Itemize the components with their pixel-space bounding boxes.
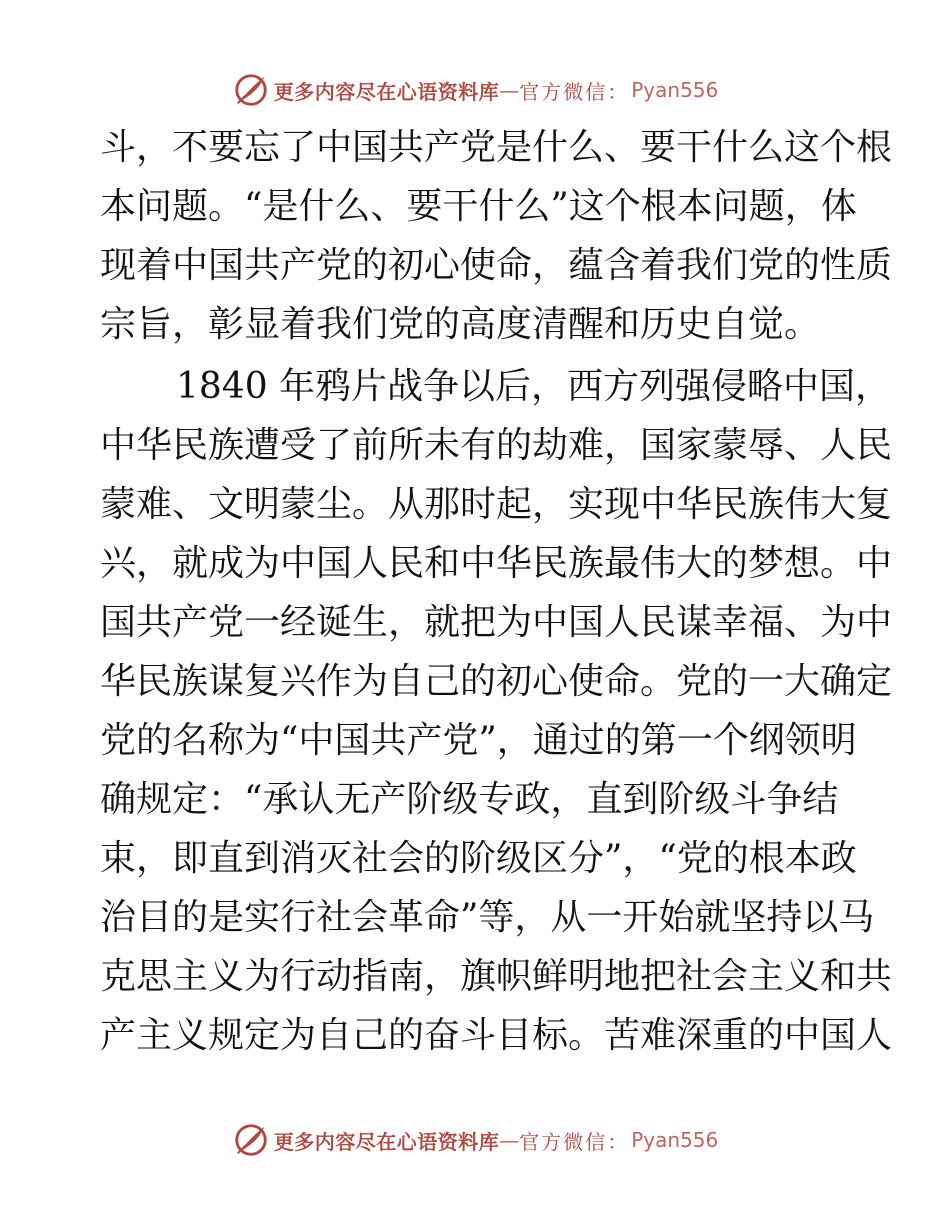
header-wechat-id: Pyan556 xyxy=(631,78,719,102)
footer-watermark xyxy=(0,1120,950,1160)
header-brand-text: 更多内容尽在心语资料库 xyxy=(273,79,500,104)
text-line: 国共产党一经诞生，就把为中国人民谋幸福、为中 xyxy=(100,602,893,643)
paragraph-1 xyxy=(100,118,893,354)
text-line: 宗旨，彰显着我们党的高度清醒和历史自觉。 xyxy=(100,304,821,345)
text-line: 治目的是实行社会革命”等，从一开始就坚持以马 xyxy=(100,897,875,938)
text-line: 党的名称为“中国共产党”，通过的第一个纲领明 xyxy=(100,720,857,761)
header-separator: — xyxy=(499,78,520,102)
text-line: 现着中国共产党的初心使命，蕴含着我们党的性质 xyxy=(100,245,893,286)
header-watermark xyxy=(0,70,950,110)
paragraph-2 xyxy=(100,357,893,1065)
footer-brand-text: 更多内容尽在心语资料库 xyxy=(273,1129,500,1154)
text-line: 华民族谋复兴作为自己的初心使命。党的一大确定 xyxy=(100,661,893,702)
footer-wechat-label: 官方微信： xyxy=(519,1129,630,1154)
text-line: 束，即直到消灭社会的阶级区分”，“党的根本政 xyxy=(100,838,857,879)
text-line: 克思主义为行动指南，旗帜鲜明地把社会主义和共 xyxy=(100,956,893,997)
text-line: 产主义规定为自己的奋斗目标。苦难深重的中国人 xyxy=(100,1015,893,1056)
quill-logo-icon xyxy=(232,71,270,109)
document-body xyxy=(100,118,893,1065)
text-line: 本问题。“是什么、要干什么”这个根本问题，体 xyxy=(100,186,857,227)
footer-wechat-id: Pyan556 xyxy=(631,1128,719,1152)
text-line: 兴，就成为中国人民和中华民族最伟大的梦想。中 xyxy=(100,543,893,584)
text-line: 中华民族遭受了前所未有的劫难，国家蒙辱、人民 xyxy=(100,425,893,466)
footer-separator: — xyxy=(499,1128,520,1152)
text-line: 确规定：“承认无产阶级专政，直到阶级斗争结 xyxy=(100,779,839,820)
text-line: 蒙难、文明蒙尘。从那时起，实现中华民族伟大复 xyxy=(100,484,893,525)
quill-logo-icon xyxy=(232,1121,270,1159)
header-wechat-label: 官方微信： xyxy=(519,79,630,104)
text-line: 1840 年鸦片战争以后，西方列强侵略中国， xyxy=(176,366,892,407)
text-line: 斗，不要忘了中国共产党是什么、要干什么这个根 xyxy=(100,127,893,168)
